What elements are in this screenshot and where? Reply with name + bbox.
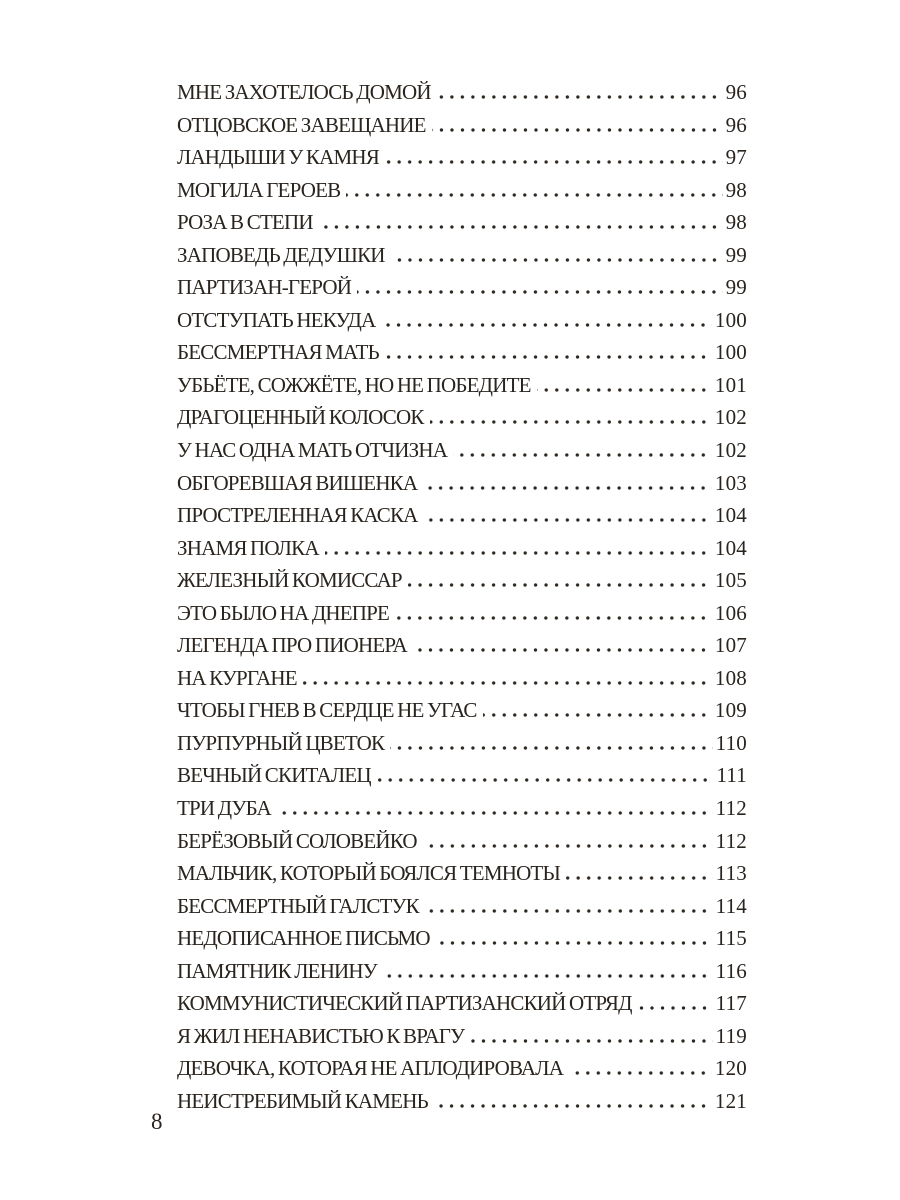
toc-entry (177, 825, 747, 858)
toc-entry-title: ВЕЧНЫЙ СКИТАЛЕЦ (177, 763, 371, 788)
toc-entry-title: ЛАНДЫШИ У КАМНЯ (177, 145, 379, 170)
toc-entry-title: КОММУНИСТИЧЕСКИЙ ПАРТИЗАНСКИЙ ОТРЯД (177, 991, 632, 1016)
toc-entry (177, 206, 747, 239)
dot-leader (381, 323, 712, 327)
toc-entry-page: 102 (714, 438, 747, 463)
dot-leader (437, 95, 723, 99)
dot-leader (424, 518, 712, 522)
toc-entry-page: 103 (714, 470, 747, 495)
toc-entry-title: ТРИ ДУБА (177, 796, 271, 821)
toc-entry-title: МАЛЬЧИК, КОТОРЫЙ БОЯЛСЯ ТЕМНОТЫ (177, 861, 560, 886)
toc-entry-page: 121 (714, 1088, 747, 1113)
dot-leader (434, 1104, 712, 1108)
toc-entry-page: 99 (725, 275, 747, 300)
dot-leader (377, 778, 714, 782)
page-number: 8 (151, 1109, 163, 1134)
dot-leader (436, 941, 713, 945)
toc-entry-page: 115 (715, 926, 747, 951)
dot-leader (430, 420, 712, 424)
toc-entry (177, 759, 747, 792)
toc-entry-page: 104 (714, 503, 747, 528)
toc-entry-title: ОТСТУПАТЬ НЕКУДА (177, 307, 376, 332)
dot-leader (383, 974, 713, 978)
toc-entry-page: 119 (715, 1023, 747, 1048)
dot-leader (277, 811, 713, 815)
toc-entry-page: 112 (715, 796, 747, 821)
toc-entry (177, 792, 747, 825)
dot-leader (385, 160, 723, 164)
dot-leader (423, 844, 713, 848)
toc-entry-title: МНЕ ЗАХОТЕЛОСЬ ДОМОЙ (177, 80, 431, 104)
toc-entry (177, 174, 747, 207)
toc-entry-title: Я ЖИЛ НЕНАВИСТЬЮ К ВРАГУ (177, 1023, 465, 1048)
toc-entry-page: 101 (714, 372, 747, 397)
dot-leader (453, 453, 712, 457)
toc-entry-page: 116 (715, 958, 747, 983)
toc-entry-title: НА КУРГАНЕ (177, 665, 297, 690)
toc-entry-title: БЕРЁЗОВЫЙ СОЛОВЕЙКО (177, 828, 417, 853)
toc-entry-title: НЕИСТРЕБИМЫЙ КАМЕНЬ (177, 1088, 428, 1113)
toc-entry-page: 111 (716, 763, 747, 788)
toc-entry-title: ОТЦОВСКОЕ ЗАВЕЩАНИЕ (177, 112, 426, 137)
toc-entry-title: УБЬЁТЕ, СОЖЖЁТЕ, НО НЕ ПОБЕДИТЕ (177, 372, 531, 397)
toc-entry (177, 597, 747, 630)
toc-entry-title: НЕДОПИСАННОЕ ПИСЬМО (177, 926, 430, 951)
toc-entry-title: ОБГОРЕВШАЯ ВИШЕНКА (177, 470, 418, 495)
toc-entry (177, 922, 747, 955)
dot-leader (425, 909, 713, 913)
toc-entry (177, 304, 747, 337)
toc-entry-page: 100 (714, 307, 747, 332)
dot-leader (432, 128, 723, 132)
toc-entry (177, 434, 747, 467)
toc-entry (177, 1020, 747, 1053)
dot-leader (357, 290, 722, 294)
dot-leader (483, 713, 712, 717)
toc-entry-page: 107 (714, 633, 747, 658)
toc-entry-page: 98 (725, 210, 747, 235)
dot-leader (325, 551, 712, 555)
toc-entry-title: ДРАГОЦЕННЫЙ КОЛОСОК (177, 405, 424, 430)
toc-entry-title: ПУРПУРНЫЙ ЦВЕТОК (177, 730, 385, 755)
toc-entry-page: 113 (715, 861, 747, 886)
toc-entry-page: 104 (714, 535, 747, 560)
toc-entry-title: ЗАПОВЕДЬ ДЕДУШКИ (177, 242, 385, 267)
dot-leader (390, 746, 712, 750)
toc-entry-page: 99 (725, 242, 747, 267)
toc-entry (177, 890, 747, 923)
dot-leader (391, 258, 723, 262)
dot-leader (385, 355, 712, 359)
toc-entry-page: 109 (714, 698, 747, 723)
toc-entry (177, 1052, 747, 1085)
toc-entry (177, 727, 747, 760)
dot-leader (638, 1006, 713, 1010)
toc-entry-title: ЛЕГЕНДА ПРО ПИОНЕРА (177, 633, 407, 658)
dot-leader (569, 1071, 712, 1075)
toc-entry (177, 76, 747, 109)
toc-entry-title: ЧТОБЫ ГНЕВ В СЕРДЦЕ НЕ УГАС (177, 698, 477, 723)
toc-entry-page: 110 (715, 730, 747, 755)
toc-entry-page: 105 (714, 568, 747, 593)
dot-leader (470, 1039, 712, 1043)
toc-entry-title: ПАРТИЗАН-ГЕРОЙ (177, 275, 352, 300)
toc-entry (177, 532, 747, 565)
toc-entry (177, 1085, 747, 1118)
toc-entry (177, 271, 747, 304)
toc-entry-page: 106 (714, 600, 747, 625)
toc-entry (177, 987, 747, 1020)
toc-entry-page: 117 (715, 991, 747, 1016)
toc-entry-title: ДЕВОЧКА, КОТОРАЯ НЕ АПЛОДИРОВАЛА (177, 1056, 564, 1081)
toc-entry-title: У НАС ОДНА МАТЬ ОТЧИЗНА (177, 438, 448, 463)
dot-leader (408, 583, 712, 587)
toc-entry-page: 96 (725, 112, 747, 137)
toc-entry-title: ЖЕЛЕЗНЫЙ КОМИССАР (177, 568, 402, 593)
dot-leader (566, 876, 713, 880)
toc-entry-title: БЕССМЕРТНЫЙ ГАЛСТУК (177, 893, 419, 918)
toc-entry-page: 97 (725, 145, 747, 170)
toc-entry-page: 98 (725, 177, 747, 202)
toc-entry (177, 401, 747, 434)
toc-entry (177, 694, 747, 727)
toc-entry-title: БЕССМЕРТНАЯ МАТЬ (177, 340, 379, 365)
toc-entry-title: ПРОСТРЕЛЕННАЯ КАСКА (177, 503, 418, 528)
toc-entry (177, 239, 747, 272)
toc-entry-page: 112 (715, 828, 747, 853)
toc-entry (177, 109, 747, 142)
toc-entry (177, 629, 747, 662)
toc-entry-page: 114 (715, 893, 747, 918)
toc-entry (177, 336, 747, 369)
toc-entry-page: 120 (714, 1056, 747, 1081)
toc-entry-page: 102 (714, 405, 747, 430)
toc-entry (177, 564, 747, 597)
toc-entry (177, 467, 747, 500)
dot-leader (319, 225, 723, 229)
dot-leader (423, 486, 712, 490)
dot-leader (395, 616, 712, 620)
toc-entry-title: МОГИЛА ГЕРОЕВ (177, 177, 341, 202)
toc-entry (177, 955, 747, 988)
toc-entry (177, 369, 747, 402)
toc-entry-page: 108 (714, 665, 747, 690)
dot-leader (346, 193, 722, 197)
toc-entry-title: ЭТО БЫЛО НА ДНЕПРЕ (177, 600, 390, 625)
dot-leader (413, 648, 712, 652)
dot-leader (537, 388, 712, 392)
toc-entry-page: 96 (725, 80, 747, 104)
toc-entry (177, 141, 747, 174)
toc-entry-title: РОЗА В СТЕПИ (177, 210, 313, 235)
toc-list (177, 76, 747, 1118)
toc-entry-title: ЗНАМЯ ПОЛКА (177, 535, 319, 560)
toc-entry (177, 662, 747, 695)
toc-entry (177, 499, 747, 532)
dot-leader (303, 681, 712, 685)
toc-entry (177, 857, 747, 890)
toc-entry-title: ПАМЯТНИК ЛЕНИНУ (177, 958, 377, 983)
toc-entry-page: 100 (714, 340, 747, 365)
